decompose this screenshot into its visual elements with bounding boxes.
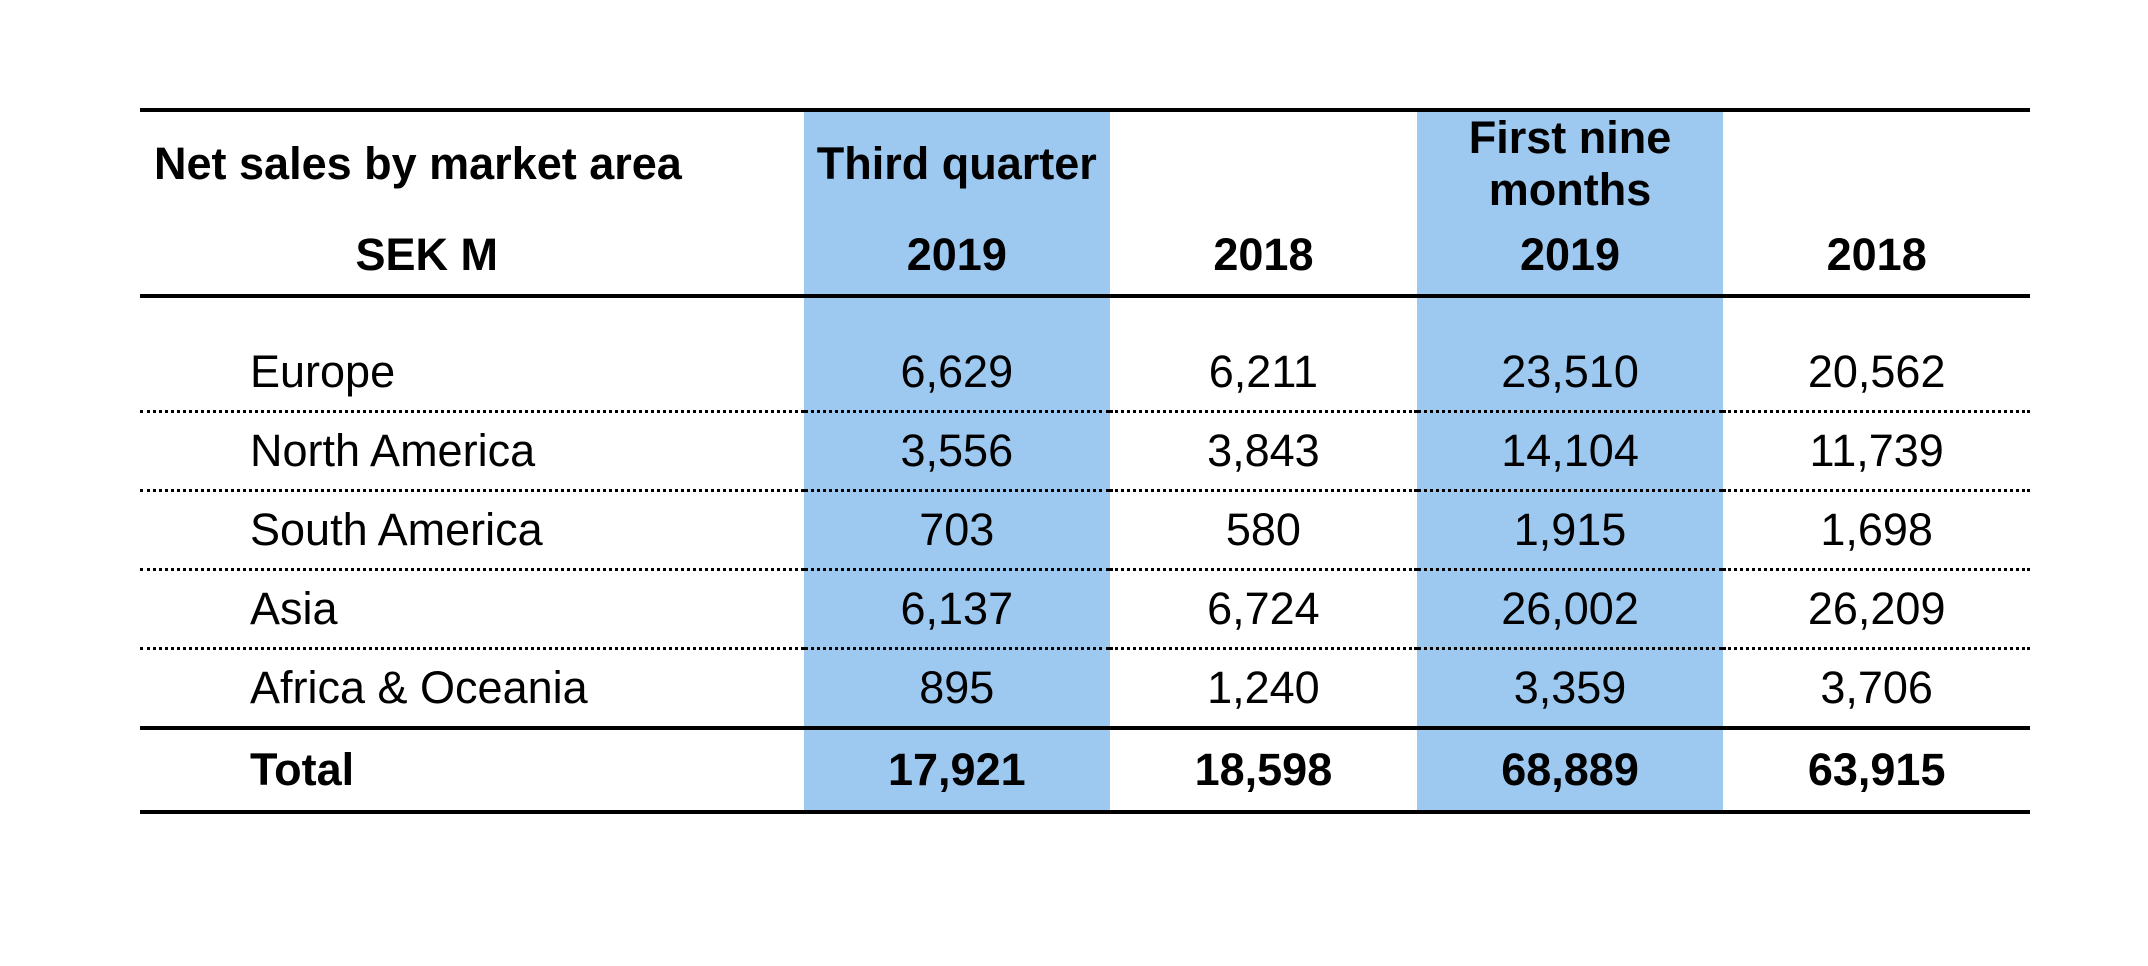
cell-south-america-9m-2018: 1,698 xyxy=(1723,491,2030,570)
spacer-cell-q3-2018 xyxy=(1110,296,1417,334)
table-title: Net sales by market area xyxy=(140,110,804,216)
cell-asia-9m-2018: 26,209 xyxy=(1723,570,2030,649)
spacer-cell-label xyxy=(140,296,804,334)
cell-asia-9m-2019: 26,002 xyxy=(1417,570,1724,649)
table-row xyxy=(140,334,2030,412)
row-label-africa-oceania: Africa & Oceania xyxy=(140,649,804,729)
cell-total-9m-2018: 63,915 xyxy=(1723,728,2030,812)
cell-north-america-9m-2019: 14,104 xyxy=(1417,412,1724,491)
spacer-cell-q3-2019 xyxy=(804,296,1111,334)
row-label-north-america: North America xyxy=(140,412,804,491)
table-total-row xyxy=(140,728,2030,812)
spacer-cell-9m-2018 xyxy=(1723,296,2030,334)
cell-north-america-q3-2018: 3,843 xyxy=(1110,412,1417,491)
cell-total-9m-2019: 68,889 xyxy=(1417,728,1724,812)
cell-north-america-q3-2019: 3,556 xyxy=(804,412,1111,491)
column-group-first-nine-months: First nine months xyxy=(1417,110,1724,216)
net-sales-by-market-area-table xyxy=(140,108,2030,814)
cell-africa-oceania-q3-2019: 895 xyxy=(804,649,1111,729)
column-group-third-quarter: Third quarter xyxy=(804,110,1111,216)
cell-africa-oceania-9m-2019: 3,359 xyxy=(1417,649,1724,729)
cell-europe-9m-2018: 20,562 xyxy=(1723,334,2030,412)
cell-asia-q3-2018: 6,724 xyxy=(1110,570,1417,649)
table-row xyxy=(140,570,2030,649)
header-spacer-row xyxy=(140,296,2030,334)
cell-total-q3-2018: 18,598 xyxy=(1110,728,1417,812)
table-row xyxy=(140,412,2030,491)
row-label-south-america: South America xyxy=(140,491,804,570)
cell-south-america-q3-2018: 580 xyxy=(1110,491,1417,570)
cell-asia-q3-2019: 6,137 xyxy=(804,570,1111,649)
spacer-cell-9m-2019 xyxy=(1417,296,1724,334)
table-row xyxy=(140,649,2030,729)
cell-south-america-q3-2019: 703 xyxy=(804,491,1111,570)
cell-africa-oceania-9m-2018: 3,706 xyxy=(1723,649,2030,729)
cell-north-america-9m-2018: 11,739 xyxy=(1723,412,2030,491)
row-label-europe: Europe xyxy=(140,334,804,412)
cell-total-q3-2019: 17,921 xyxy=(804,728,1111,812)
column-header-9m-2019: 2019 xyxy=(1417,216,1724,296)
column-header-q3-2019: 2019 xyxy=(804,216,1111,296)
table-header xyxy=(140,110,2030,296)
table-body xyxy=(140,296,2030,812)
cell-europe-q3-2019: 6,629 xyxy=(804,334,1111,412)
column-group-first-nine-months-spacer xyxy=(1723,110,2030,216)
column-group-third-quarter-spacer xyxy=(1110,110,1417,216)
net-sales-table-container xyxy=(140,108,2030,814)
row-label-total: Total xyxy=(140,728,804,812)
cell-europe-q3-2018: 6,211 xyxy=(1110,334,1417,412)
table-header-year-row xyxy=(140,216,2030,296)
cell-europe-9m-2019: 23,510 xyxy=(1417,334,1724,412)
cell-africa-oceania-q3-2018: 1,240 xyxy=(1110,649,1417,729)
table-row xyxy=(140,491,2030,570)
cell-south-america-9m-2019: 1,915 xyxy=(1417,491,1724,570)
row-label-asia: Asia xyxy=(140,570,804,649)
table-unit-label: SEK M xyxy=(140,216,804,296)
column-header-9m-2018: 2018 xyxy=(1723,216,2030,296)
table-header-group-row xyxy=(140,110,2030,216)
column-header-q3-2018: 2018 xyxy=(1110,216,1417,296)
